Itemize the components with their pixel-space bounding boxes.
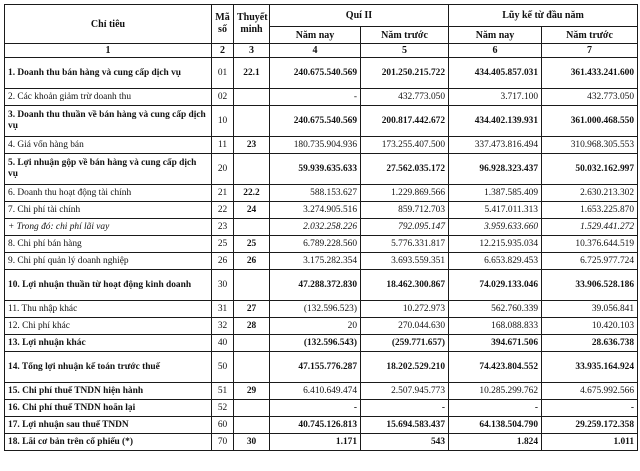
quarter-last-year-value: 3.693.559.351 <box>361 253 449 270</box>
quarter-this-year-value: (132.596.523) <box>270 301 361 318</box>
quarter-last-year-value: - <box>361 400 449 417</box>
col-number: 2 <box>212 44 234 58</box>
row-note <box>234 270 270 301</box>
ytd-last-year-value: 33.935.164.924 <box>542 352 638 383</box>
quarter-this-year-value: 6.789.228.560 <box>270 236 361 253</box>
ytd-this-year-value: 394.671.506 <box>449 335 542 352</box>
header-note: Thuyết minh <box>234 5 270 44</box>
row-note: 29 <box>234 383 270 400</box>
quarter-this-year-value: 180.735.904.936 <box>270 137 361 154</box>
table-row <box>5 270 638 301</box>
table-row <box>5 58 638 89</box>
row-code: 20 <box>212 154 234 185</box>
quarter-last-year-value: 15.694.583.437 <box>361 417 449 434</box>
ytd-last-year-value: 50.032.162.997 <box>542 154 638 185</box>
table-row <box>5 253 638 270</box>
quarter-last-year-value: 173.255.407.500 <box>361 137 449 154</box>
ytd-this-year-value: 10.285.299.762 <box>449 383 542 400</box>
row-note: 23 <box>234 137 270 154</box>
row-code: 26 <box>212 253 234 270</box>
table-row <box>5 185 638 202</box>
col-number: 6 <box>449 44 542 58</box>
row-label: 8. Chi phí bán hàng <box>5 236 212 253</box>
ytd-this-year-value: 1.387.585.409 <box>449 185 542 202</box>
row-code: 31 <box>212 301 234 318</box>
quarter-last-year-value: 18.202.529.210 <box>361 352 449 383</box>
row-label: 15. Chi phí thuế TNDN hiện hành <box>5 383 212 400</box>
row-code: 01 <box>212 58 234 89</box>
col-number: 1 <box>5 44 212 58</box>
table-row <box>5 154 638 185</box>
row-code: 23 <box>212 219 234 236</box>
table-row <box>5 417 638 434</box>
row-code: 60 <box>212 417 234 434</box>
ytd-this-year-value: 96.928.323.437 <box>449 154 542 185</box>
row-note: 25 <box>234 236 270 253</box>
table-row <box>5 106 638 137</box>
header-quarter-this-year: Năm nay <box>270 27 361 44</box>
row-code: 11 <box>212 137 234 154</box>
ytd-this-year-value: 74.423.804.552 <box>449 352 542 383</box>
header-ytd: Lũy kế từ đầu năm <box>449 5 638 27</box>
row-code: 30 <box>212 270 234 301</box>
quarter-last-year-value: 543 <box>361 434 449 451</box>
income-statement-table <box>4 4 638 451</box>
table-row <box>5 301 638 318</box>
table-row <box>5 335 638 352</box>
quarter-last-year-value: 432.773.050 <box>361 89 449 106</box>
table-row <box>5 236 638 253</box>
row-label: 4. Giá vốn hàng bán <box>5 137 212 154</box>
quarter-last-year-value: (259.771.657) <box>361 335 449 352</box>
quarter-last-year-value: 18.462.300.867 <box>361 270 449 301</box>
quarter-this-year-value: - <box>270 89 361 106</box>
ytd-this-year-value: 1.824 <box>449 434 542 451</box>
row-label: 6. Doanh thu hoạt động tài chính <box>5 185 212 202</box>
row-note <box>234 417 270 434</box>
quarter-last-year-value: 5.776.331.817 <box>361 236 449 253</box>
ytd-this-year-value: 562.760.339 <box>449 301 542 318</box>
table-row <box>5 219 638 236</box>
table-row <box>5 202 638 219</box>
row-note: 26 <box>234 253 270 270</box>
quarter-this-year-value: 588.153.627 <box>270 185 361 202</box>
row-note: 30 <box>234 434 270 451</box>
quarter-last-year-value: 27.562.035.172 <box>361 154 449 185</box>
quarter-this-year-value: 240.675.540.569 <box>270 58 361 89</box>
ytd-last-year-value: 10.376.644.519 <box>542 236 638 253</box>
ytd-this-year-value: 434.405.857.031 <box>449 58 542 89</box>
quarter-this-year-value: 40.745.126.813 <box>270 417 361 434</box>
table-row <box>5 434 638 451</box>
quarter-this-year-value: 3.175.282.354 <box>270 253 361 270</box>
row-label: 14. Tổng lợi nhuận kế toán trước thuế <box>5 352 212 383</box>
row-code: 22 <box>212 202 234 219</box>
row-code: 40 <box>212 335 234 352</box>
ytd-last-year-value: 10.420.103 <box>542 318 638 335</box>
row-code: 25 <box>212 236 234 253</box>
ytd-last-year-value: 1.653.225.870 <box>542 202 638 219</box>
row-label: 11. Thu nhập khác <box>5 301 212 318</box>
quarter-this-year-value: (132.596.543) <box>270 335 361 352</box>
quarter-last-year-value: 1.229.869.566 <box>361 185 449 202</box>
ytd-last-year-value: 361.000.468.550 <box>542 106 638 137</box>
ytd-last-year-value: 4.675.992.566 <box>542 383 638 400</box>
header-ytd-this-year: Năm nay <box>449 27 542 44</box>
row-code: 21 <box>212 185 234 202</box>
row-note <box>234 106 270 137</box>
quarter-last-year-value: 270.044.630 <box>361 318 449 335</box>
row-note <box>234 335 270 352</box>
table-row <box>5 400 638 417</box>
ytd-this-year-value: 5.417.011.313 <box>449 202 542 219</box>
row-code: 70 <box>212 434 234 451</box>
quarter-this-year-value: 20 <box>270 318 361 335</box>
row-code: 51 <box>212 383 234 400</box>
row-label: 16. Chi phí thuế TNDN hoãn lại <box>5 400 212 417</box>
row-note: 27 <box>234 301 270 318</box>
table-row <box>5 89 638 106</box>
ytd-this-year-value: 6.653.829.453 <box>449 253 542 270</box>
row-code: 52 <box>212 400 234 417</box>
row-code: 32 <box>212 318 234 335</box>
row-label: 12. Chi phí khác <box>5 318 212 335</box>
col-number: 4 <box>270 44 361 58</box>
col-number: 5 <box>361 44 449 58</box>
row-code: 50 <box>212 352 234 383</box>
row-note <box>234 219 270 236</box>
ytd-last-year-value: 39.056.841 <box>542 301 638 318</box>
row-label: 9. Chi phí quản lý doanh nghiệp <box>5 253 212 270</box>
quarter-last-year-value: 792.095.147 <box>361 219 449 236</box>
ytd-last-year-value: 29.259.172.358 <box>542 417 638 434</box>
quarter-this-year-value: 1.171 <box>270 434 361 451</box>
row-note: 22.1 <box>234 58 270 89</box>
quarter-last-year-value: 201.250.215.722 <box>361 58 449 89</box>
ytd-this-year-value: 168.088.833 <box>449 318 542 335</box>
quarter-this-year-value: 3.274.905.516 <box>270 202 361 219</box>
table-row <box>5 352 638 383</box>
table-row <box>5 137 638 154</box>
quarter-last-year-value: 10.272.973 <box>361 301 449 318</box>
ytd-this-year-value: - <box>449 400 542 417</box>
row-label: 5. Lợi nhuận gộp về bán hàng và cung cấp dịch vụ <box>5 154 212 185</box>
row-label: 18. Lãi cơ bản trên cổ phiếu (*) <box>5 434 212 451</box>
row-label: 13. Lợi nhuận khác <box>5 335 212 352</box>
ytd-this-year-value: 74.029.133.046 <box>449 270 542 301</box>
quarter-this-year-value: - <box>270 400 361 417</box>
quarter-last-year-value: 2.507.945.773 <box>361 383 449 400</box>
row-code: 02 <box>212 89 234 106</box>
ytd-this-year-value: 3.959.633.660 <box>449 219 542 236</box>
ytd-last-year-value: 33.906.528.186 <box>542 270 638 301</box>
ytd-last-year-value: 361.433.241.600 <box>542 58 638 89</box>
ytd-last-year-value: 1.011 <box>542 434 638 451</box>
table-row <box>5 318 638 335</box>
row-note <box>234 352 270 383</box>
header-indicator: Chỉ tiêu <box>5 5 212 44</box>
quarter-this-year-value: 2.032.258.226 <box>270 219 361 236</box>
header-quarter: Quí II <box>270 5 449 27</box>
ytd-this-year-value: 12.215.935.034 <box>449 236 542 253</box>
ytd-last-year-value: 28.636.738 <box>542 335 638 352</box>
row-code: 10 <box>212 106 234 137</box>
header-quarter-last-year: Năm trước <box>361 27 449 44</box>
row-label: 7. Chi phí tài chính <box>5 202 212 219</box>
quarter-last-year-value: 200.817.442.672 <box>361 106 449 137</box>
quarter-this-year-value: 6.410.649.474 <box>270 383 361 400</box>
quarter-this-year-value: 47.288.372.830 <box>270 270 361 301</box>
ytd-this-year-value: 64.138.504.790 <box>449 417 542 434</box>
ytd-this-year-value: 3.717.100 <box>449 89 542 106</box>
ytd-last-year-value: 6.725.977.724 <box>542 253 638 270</box>
table-row <box>5 383 638 400</box>
header-code: Mã số <box>212 5 234 44</box>
row-label: 2. Các khoản giảm trừ doanh thu <box>5 89 212 106</box>
row-note <box>234 89 270 106</box>
row-note: 28 <box>234 318 270 335</box>
row-note <box>234 154 270 185</box>
ytd-this-year-value: 434.402.139.931 <box>449 106 542 137</box>
row-note: 24 <box>234 202 270 219</box>
row-label: 1. Doanh thu bán hàng và cung cấp dịch vụ <box>5 58 212 89</box>
col-number: 7 <box>542 44 638 58</box>
col-number: 3 <box>234 44 270 58</box>
row-note <box>234 400 270 417</box>
quarter-this-year-value: 240.675.540.569 <box>270 106 361 137</box>
quarter-this-year-value: 59.939.635.633 <box>270 154 361 185</box>
quarter-this-year-value: 47.155.776.287 <box>270 352 361 383</box>
row-label: 10. Lợi nhuận thuần từ hoạt động kinh doanh <box>5 270 212 301</box>
ytd-last-year-value: 432.773.050 <box>542 89 638 106</box>
ytd-this-year-value: 337.473.816.494 <box>449 137 542 154</box>
ytd-last-year-value: 1.529.441.272 <box>542 219 638 236</box>
quarter-last-year-value: 859.712.703 <box>361 202 449 219</box>
ytd-last-year-value: 310.968.305.553 <box>542 137 638 154</box>
row-label: + Trong đó: chi phí lãi vay <box>5 219 212 236</box>
row-label: 17. Lợi nhuận sau thuế TNDN <box>5 417 212 434</box>
row-label: 3. Doanh thu thuần về bán hàng và cung cấp dịch vụ <box>5 106 212 137</box>
header-ytd-last-year: Năm trước <box>542 27 638 44</box>
ytd-last-year-value: - <box>542 400 638 417</box>
row-note: 22.2 <box>234 185 270 202</box>
ytd-last-year-value: 2.630.213.302 <box>542 185 638 202</box>
